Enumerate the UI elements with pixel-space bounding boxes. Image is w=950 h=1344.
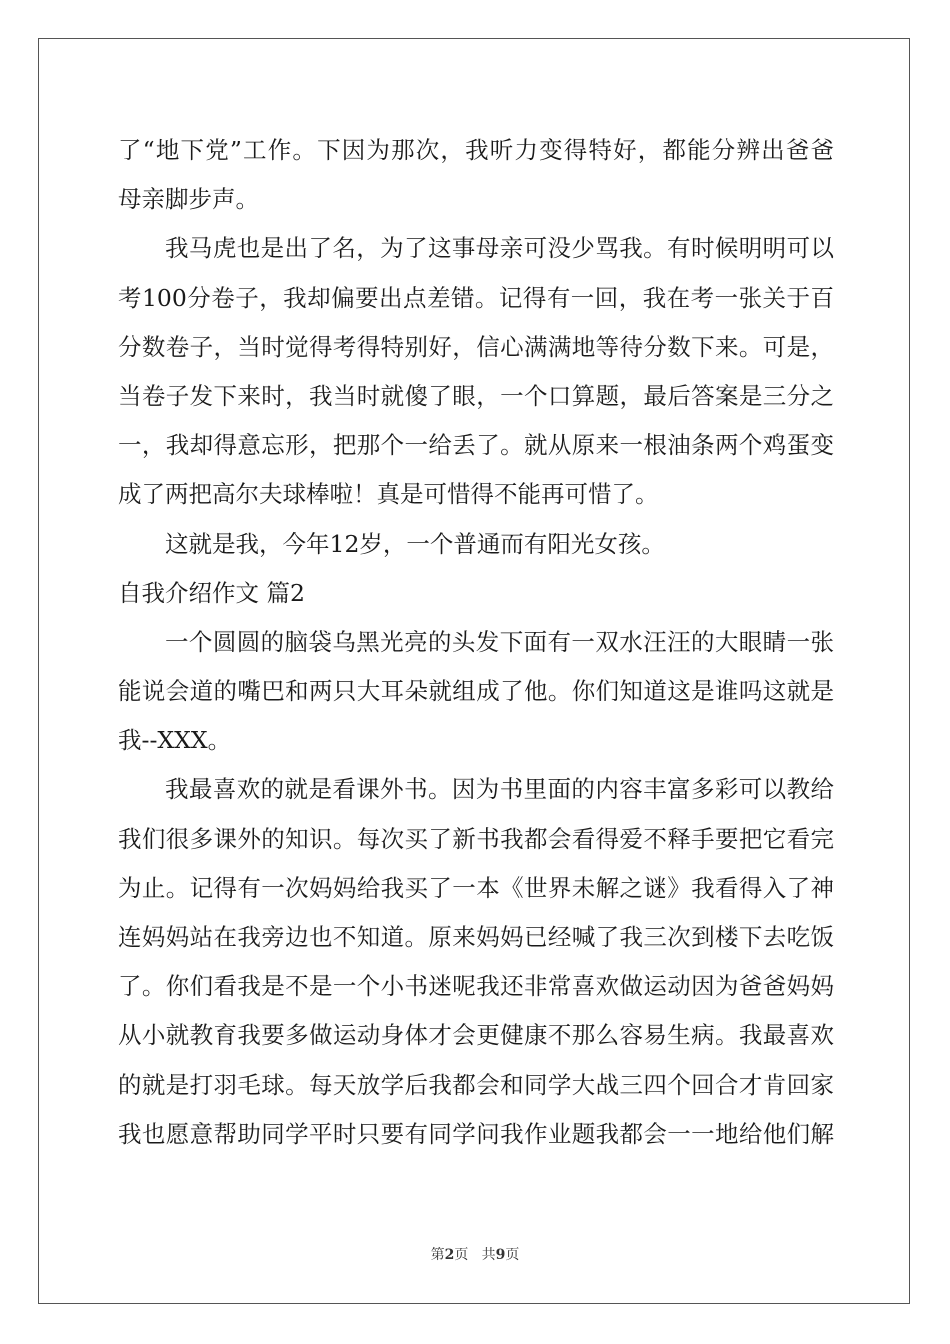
text-line-19: 从小就教育我要多做运动身体才会更健康不那么容易生病。我最喜欢 [118,1021,834,1050]
text-line-8: 成了两把高尔夫球棒啦！真是可惜得不能再可惜了。 [118,480,659,509]
text-line-13: 我--XXX。 [118,726,232,755]
text-line-14: 我最喜欢的就是看课外书。因为书里面的内容丰富多彩可以教给 [165,775,834,804]
text-line-7: 一，我却得意忘形，把那个一给丢了。就从原来一根油条两个鸡蛋变 [118,431,834,460]
section-heading: 自我介绍作文 篇2 [118,578,305,607]
text-line-18: 了。你们看我是不是一个小书迷呢我还非常喜欢做运动因为爸爸妈妈 [118,972,834,1001]
text-line-9: 这就是我，今年12岁，一个普通而有阳光女孩。 [165,529,665,558]
page-number: 2 [444,1247,455,1263]
total-pages: 9 [495,1247,506,1263]
text-line-3: 我马虎也是出了名，为了这事母亲可没少骂我。有时候明明可以 [165,234,834,263]
document-body [118,126,834,1159]
page-prefix: 第 [430,1247,445,1263]
text-line-6: 当卷子发下来时，我当时就傻了眼，一个口算题，最后答案是三分之 [118,381,834,410]
total-prefix: 共 [481,1247,496,1263]
page-footer [0,1244,950,1264]
text-line-15: 我们很多课外的知识。每次买了新书我都会看得爱不释手要把它看完 [118,824,834,853]
text-line-1: 了“地下党”工作。下因为那次，我听力变得特好，都能分辨出爸爸 [118,136,834,164]
text-line-20: 的就是打羽毛球。每天放学后我都会和同学大战三四个回合才肯回家 [118,1070,834,1099]
text-line-5: 分数卷子，当时觉得考得特别好，信心满满地等待分数下来。可是， [118,332,834,361]
text-line-2: 母亲脚步声。 [118,185,259,214]
text-line-4: 考100分卷子，我却偏要出点差错。记得有一回，我在考一张关于百 [118,283,834,312]
text-line-21: 我也愿意帮助同学平时只要有同学问我作业题我都会一一地给他们解 [118,1119,834,1148]
text-line-17: 连妈妈站在我旁边也不知道。原来妈妈已经喊了我三次到楼下去吃饭 [118,923,834,951]
text-line-16: 为止。记得有一次妈妈给我买了一本《世界未解之谜》我看得入了神 [118,873,834,902]
total-suffix: 页 [505,1247,520,1263]
page-suffix: 页 [454,1247,469,1263]
text-line-12: 能说会道的嘴巴和两只大耳朵就组成了他。你们知道这是谁吗这就是 [118,677,834,706]
text-line-11: 一个圆圆的脑袋乌黑光亮的头发下面有一双水汪汪的大眼睛一张 [165,627,834,656]
